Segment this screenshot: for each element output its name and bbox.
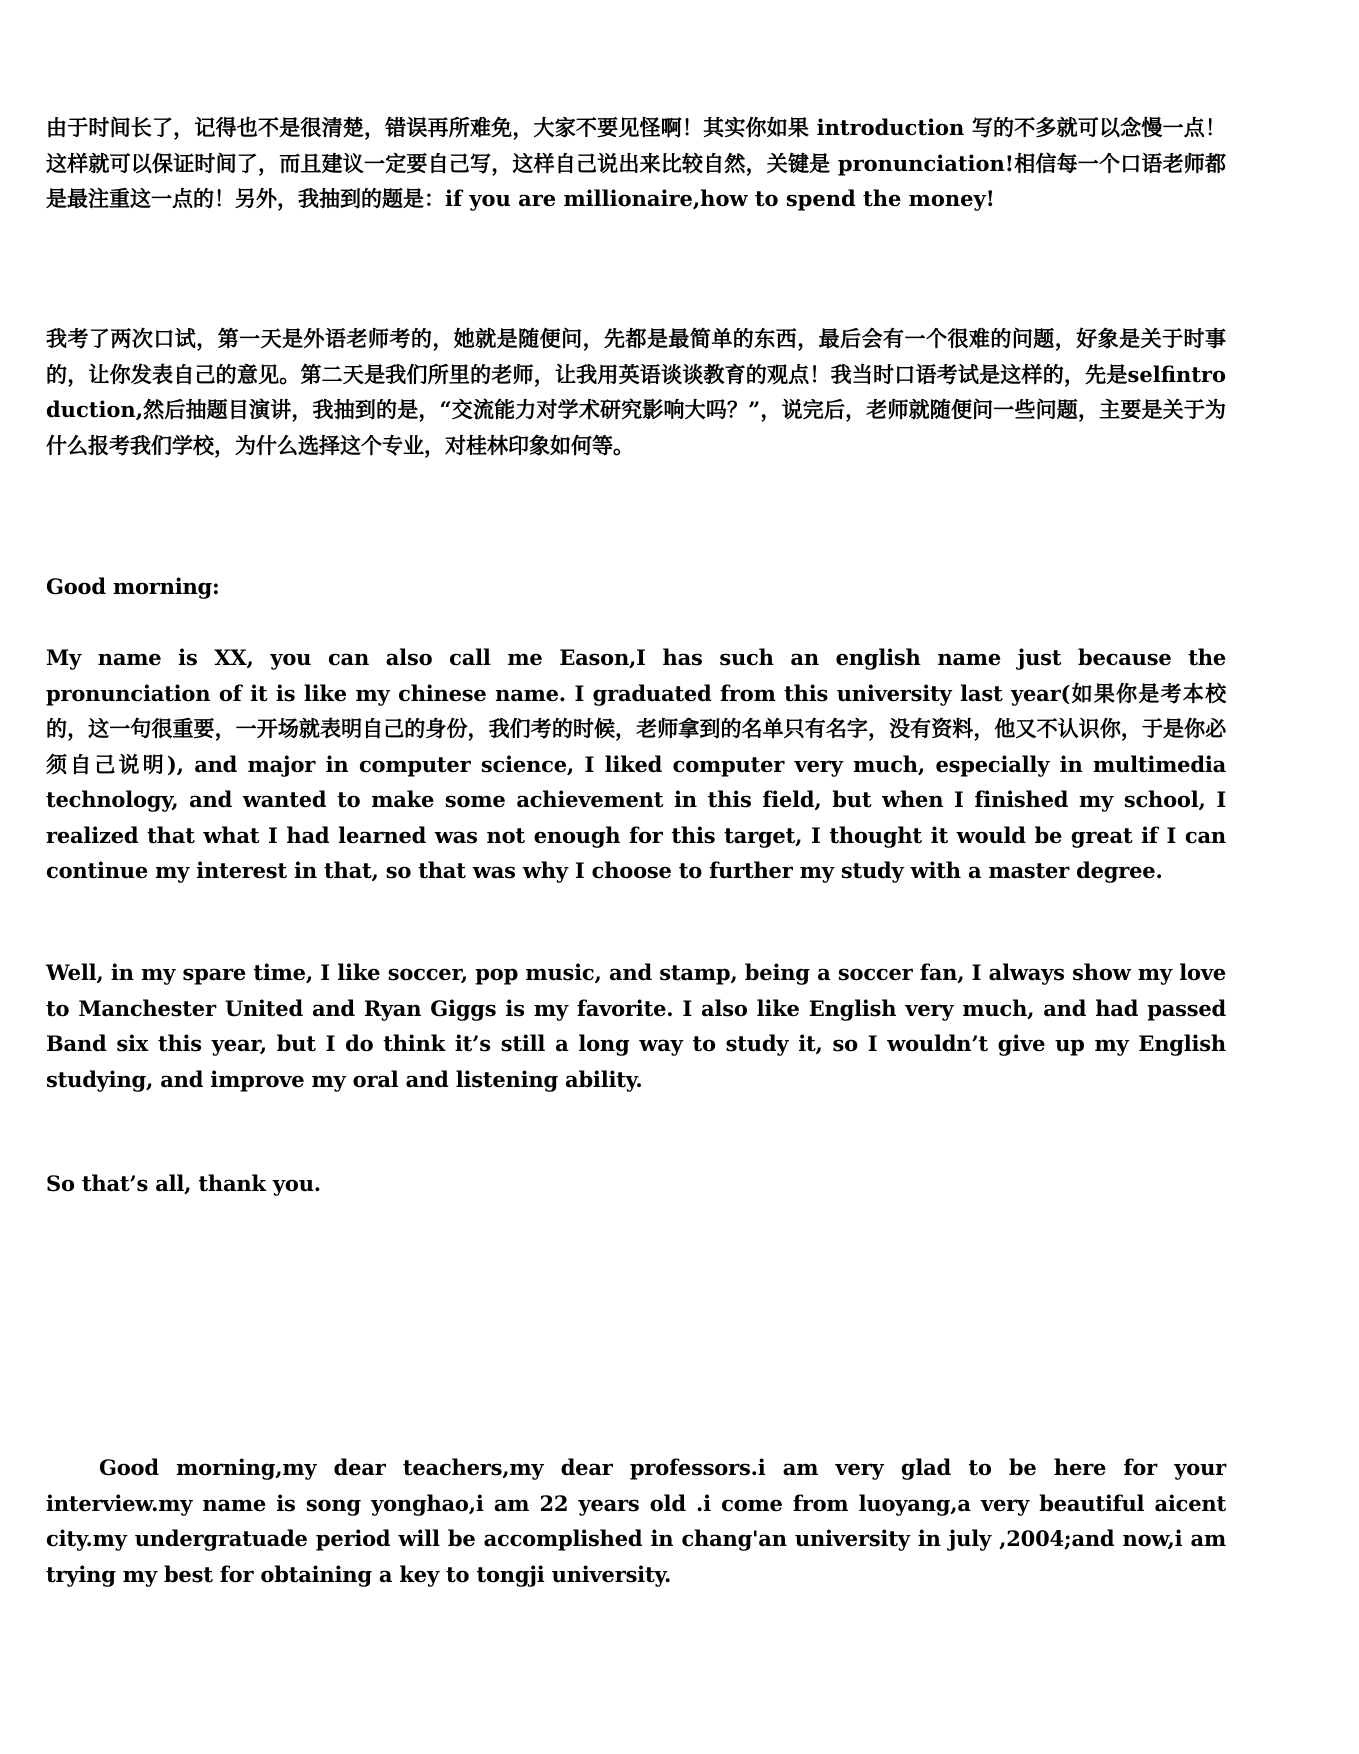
paragraph-closing: So that’s all, thank you. [46, 1171, 321, 1196]
paragraph-sample-introduction: Good morning,my dear teachers,my dear professors.i am very glad to be here for your interview.my name is song yonghao,i am 22 years old .i come from luoyang,a very beautiful aicent city.my undergratuade period will be accomplished in chang'an university in july ,2004;and now,i am trying my best for obtaining a key to tongji university. [46, 1455, 1226, 1587]
paragraph-greeting: Good morning: [46, 574, 220, 599]
paragraph-hobbies: Well, in my spare time, I like soccer, pop music, and stamp, being a soccer fan, I always show my love to Manchester United and Ryan Giggs is my favorite. I also like English very much, and had passed Band six this year, but I do think it’s still a long way to study it, so I wouldn’t give up my English studying, and improve my oral and listening ability. [46, 960, 1226, 1092]
paragraph-exam-tips: 由于时间长了，记得也不是很清楚，错误再所难免，大家不要见怪啊！其实你如果 introduction 写的不多就可以念慢一点！这样就可以保证时间了，而且建议一定要自己写，这样自己说出来比较自然，关键是 pronunciation!相信每一个口语老师都是最注重这一点的！另外，我抽到的题是：if you are millionaire,how to spend the money! [46, 115, 1226, 211]
paragraph-self-introduction: My name is XX, you can also call me Eason,I has such an english name just because the pronunciation of it is like my chinese name. I graduated from this university last year(如果你是考本校的，这一句很重要，一开场就表明自己的身份，我们考的时候，老师拿到的名单只有名字，没有资料，他又不认识你，于是你必须自己说明), and major in computer science, I liked computer very much, especially in multimedia technology, and wanted to make some achievement in this field, but when I finished my school, I realized that what I had learned was not enough for this target, I thought it would be great if I can continue my interest in that, so that was why I choose to further my study with a master degree. [46, 645, 1226, 883]
paragraph-oral-exam-experience: 我考了两次口试，第一天是外语老师考的，她就是随便问，先都是最简单的东西，最后会有一个很难的问题，好象是关于时事的，让你发表自己的意见。第二天是我们所里的老师，让我用英语谈谈教育的观点！我当时口语考试是这样的，先是selfintroduction,然后抽题目演讲，我抽到的是，“交流能力对学术研究影响大吗？”，说完后，老师就随便问一些问题，主要是关于为什么报考我们学校，为什么选择这个专业，对桂林印象如何等。 [46, 326, 1226, 458]
